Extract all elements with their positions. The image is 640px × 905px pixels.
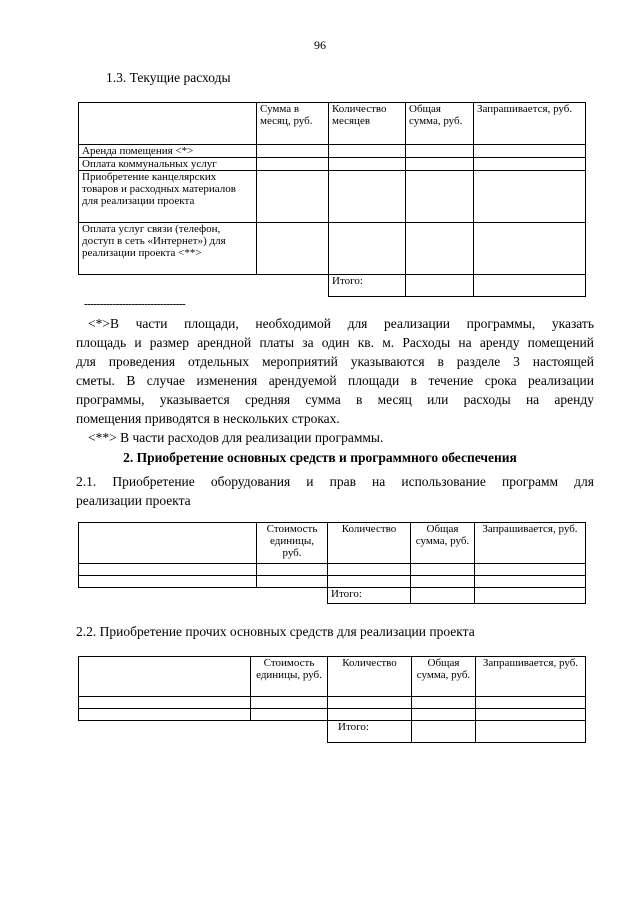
section-2-title: 2. Приобретение основных средств и программного обеспечения: [123, 450, 517, 465]
table-cell[interactable]: [328, 709, 412, 721]
table-row: [79, 158, 586, 171]
table-cell[interactable]: [79, 564, 257, 576]
header-cell: Запрашивается, руб.: [476, 657, 586, 697]
table-cell[interactable]: [406, 158, 474, 171]
section-2-1-title-line: 2.1. Приобретение оборудования и прав на использование программ для: [76, 474, 594, 489]
header-cell: [79, 657, 251, 697]
table-cell[interactable]: [411, 564, 475, 576]
total-row: [79, 275, 586, 297]
footnote-line: площадь и размер арендной платы за один кв. м. Расходы на аренду помещений: [76, 335, 594, 350]
table-cell[interactable]: [257, 576, 328, 588]
footnote-line: <*>В части площади, необходимой для реализации программы, указать: [88, 316, 594, 331]
header-cell: Общая сумма, руб.: [412, 657, 476, 697]
table-cell[interactable]: [476, 697, 586, 709]
table-cell[interactable]: [329, 145, 406, 158]
footnote-line: сметы. В случае изменения арендуемой площади в течение срока реализации: [76, 373, 594, 388]
table-cell[interactable]: [406, 145, 474, 158]
table-cell[interactable]: [328, 564, 411, 576]
table-cell[interactable]: [406, 223, 474, 275]
equipment-table: [78, 522, 586, 604]
header-cell: Запрашивается, руб.: [475, 523, 586, 564]
table-cell[interactable]: [257, 158, 329, 171]
section-1-3-title: 1.3. Текущие расходы: [106, 70, 231, 85]
table-cell[interactable]: [257, 171, 329, 223]
table-cell[interactable]: [474, 223, 586, 275]
total-row: [79, 721, 586, 743]
section-2-1-title: [76, 472, 594, 510]
table-cell[interactable]: [411, 588, 475, 604]
row-label: Оплата услуг связи (телефон, доступ в сеть «Интернет») для реализации проекта <**>: [79, 223, 257, 275]
header-cell: Сумма в месяц, руб.: [257, 103, 329, 145]
table-cell[interactable]: [329, 223, 406, 275]
footnote-2: <**> В части расходов для реализации программы.: [88, 430, 384, 445]
header-cell: Количество месяцев: [329, 103, 406, 145]
total-label: Итого:: [329, 275, 406, 297]
table-cell[interactable]: [474, 145, 586, 158]
table-cell[interactable]: [412, 697, 476, 709]
table-cell[interactable]: [257, 145, 329, 158]
table-cell[interactable]: [475, 588, 586, 604]
table-row: [79, 171, 586, 223]
table-cell[interactable]: [475, 576, 586, 588]
table-cell[interactable]: [257, 223, 329, 275]
header-cell: Стоимость единицы, руб.: [251, 657, 328, 697]
row-label: Приобретение канцелярских товаров и расходных материалов для реализации проекта: [79, 171, 257, 223]
header-cell: Общая сумма, руб.: [411, 523, 475, 564]
table-row: [79, 697, 586, 709]
table-cell[interactable]: [476, 721, 586, 743]
header-cell: Количество: [328, 657, 412, 697]
table-cell[interactable]: [251, 709, 328, 721]
total-label: Итого:: [328, 721, 412, 743]
table-cell[interactable]: [406, 171, 474, 223]
total-row: [79, 588, 586, 604]
section-2-2-title: 2.2. Приобретение прочих основных средств для реализации проекта: [76, 624, 475, 639]
table-row: [79, 709, 586, 721]
table-row: [79, 223, 586, 275]
total-label: Итого:: [328, 588, 411, 604]
table-cell[interactable]: [79, 709, 251, 721]
current-expenses-table: [78, 102, 586, 297]
row-label: Аренда помещения <*>: [79, 145, 257, 158]
footnote-separator: --------------------------------: [84, 298, 186, 310]
header-cell: Общая сумма, руб.: [406, 103, 474, 145]
row-label: Оплата коммунальных услуг: [79, 158, 257, 171]
footnote-line: программы, указывается средняя сумма в месяц или расходы на аренду: [76, 392, 594, 407]
table-row: [79, 576, 586, 588]
table-cell[interactable]: [79, 697, 251, 709]
footnote-line: помещения приводятся в нескольких строках.: [76, 411, 340, 426]
table-cell[interactable]: [79, 576, 257, 588]
table-cell[interactable]: [476, 709, 586, 721]
footnote-line: для проведения отдельных мероприятий указываются в разделе 3 настоящей: [76, 354, 594, 369]
table-cell[interactable]: [475, 564, 586, 576]
table-header-row: [79, 657, 586, 697]
table-header-row: [79, 103, 586, 145]
table-cell[interactable]: [328, 576, 411, 588]
table-cell[interactable]: [412, 721, 476, 743]
table-cell[interactable]: [328, 697, 412, 709]
table-cell[interactable]: [329, 158, 406, 171]
other-assets-table: [78, 656, 586, 743]
table-cell[interactable]: [251, 697, 328, 709]
table-cell[interactable]: [474, 158, 586, 171]
header-cell: Запрашивается, руб.: [474, 103, 586, 145]
section-2-1-title-line: реализации проекта: [76, 493, 191, 508]
table-cell[interactable]: [474, 275, 586, 297]
table-row: [79, 564, 586, 576]
table-cell[interactable]: [257, 564, 328, 576]
table-cell[interactable]: [329, 171, 406, 223]
table-row: [79, 145, 586, 158]
table-cell[interactable]: [411, 576, 475, 588]
header-cell: [79, 103, 257, 145]
header-cell: Количество: [328, 523, 411, 564]
footnote-text: [76, 314, 594, 447]
table-cell[interactable]: [412, 709, 476, 721]
table-header-row: [79, 523, 586, 564]
table-cell[interactable]: [406, 275, 474, 297]
page-number: 96: [314, 38, 326, 52]
table-cell[interactable]: [474, 171, 586, 223]
header-cell: [79, 523, 257, 564]
header-cell: Стоимость единицы, руб.: [257, 523, 328, 564]
